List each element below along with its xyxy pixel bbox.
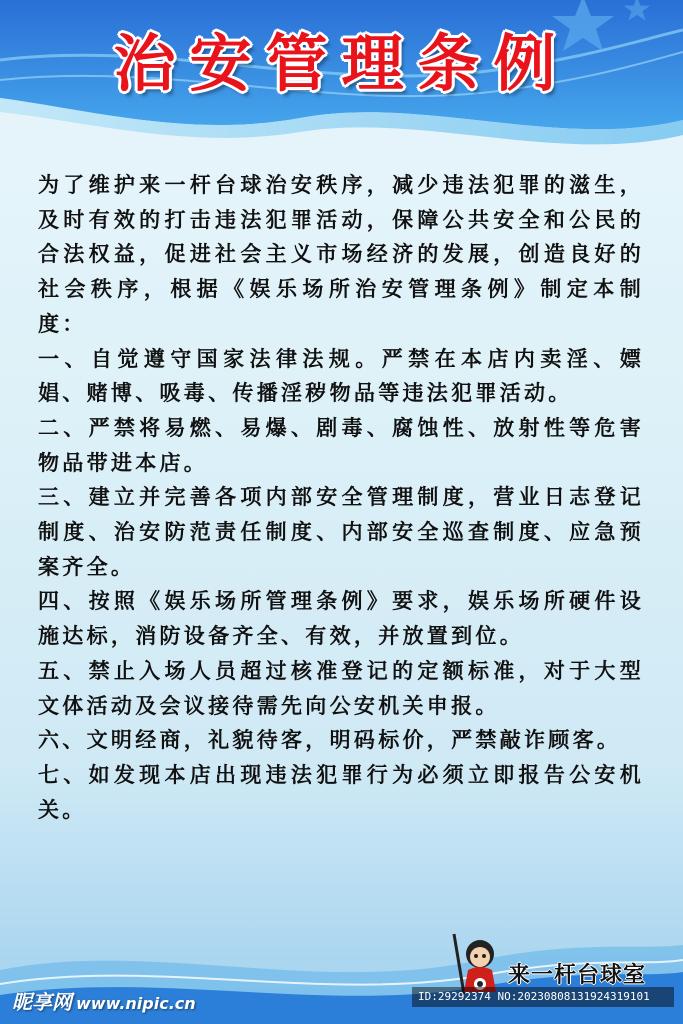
watermark-site: www.nipic.cn	[76, 994, 196, 1013]
watermark-logo-text: 昵享网	[12, 990, 72, 1014]
rule-item-6: 六、文明经商，礼貌待客，明码标价，严禁敲诈顾客。	[38, 728, 622, 753]
regulation-text	[38, 168, 644, 827]
rule-item-2: 二、严禁将易燃、易爆、剧毒、腐蚀性、放射性等危害物品带进本店。	[38, 415, 644, 475]
watermark-id: ID:29292374 NO:20230808131924319101	[412, 987, 674, 1007]
page-title: 治安管理条例	[113, 27, 570, 100]
rule-item-1: 一、自觉遵守国家法律法规。严禁在本店内卖淫、嫖娼、赌博、吸毒、传播淫秽物品等违法犯罪活动。	[38, 346, 644, 406]
watermark-logo	[12, 986, 196, 1015]
rule-item-4: 四、按照《娱乐场所管理条例》要求，娱乐场所硬件设施达标，消防设备齐全、有效，并放置到位。	[38, 589, 644, 649]
rule-item-7: 七、如发现本店出现违法犯罪行为必须立即报告公安机关。	[38, 762, 644, 822]
rule-item-3: 三、建立并完善各项内部安全管理制度，营业日志登记制度、治安防范责任制度、内部安全巡查制度、应急预案齐全。	[38, 485, 644, 579]
rule-item-5: 五、禁止入场人员超过核准登记的定额标准，对于大型文体活动及会议接待需先向公安机关申报。	[38, 658, 644, 718]
brand-name: 来一杆台球室	[508, 963, 647, 988]
intro-paragraph: 为了维护来一杆台球治安秩序，减少违法犯罪的滋生，及时有效的打击违法犯罪活动，保障公共安全和公民的合法权益，促进社会主义市场经济的发展，创造良好的社会秩序，根据《娱乐场所治安管理条例》制定本制度：	[38, 173, 644, 336]
